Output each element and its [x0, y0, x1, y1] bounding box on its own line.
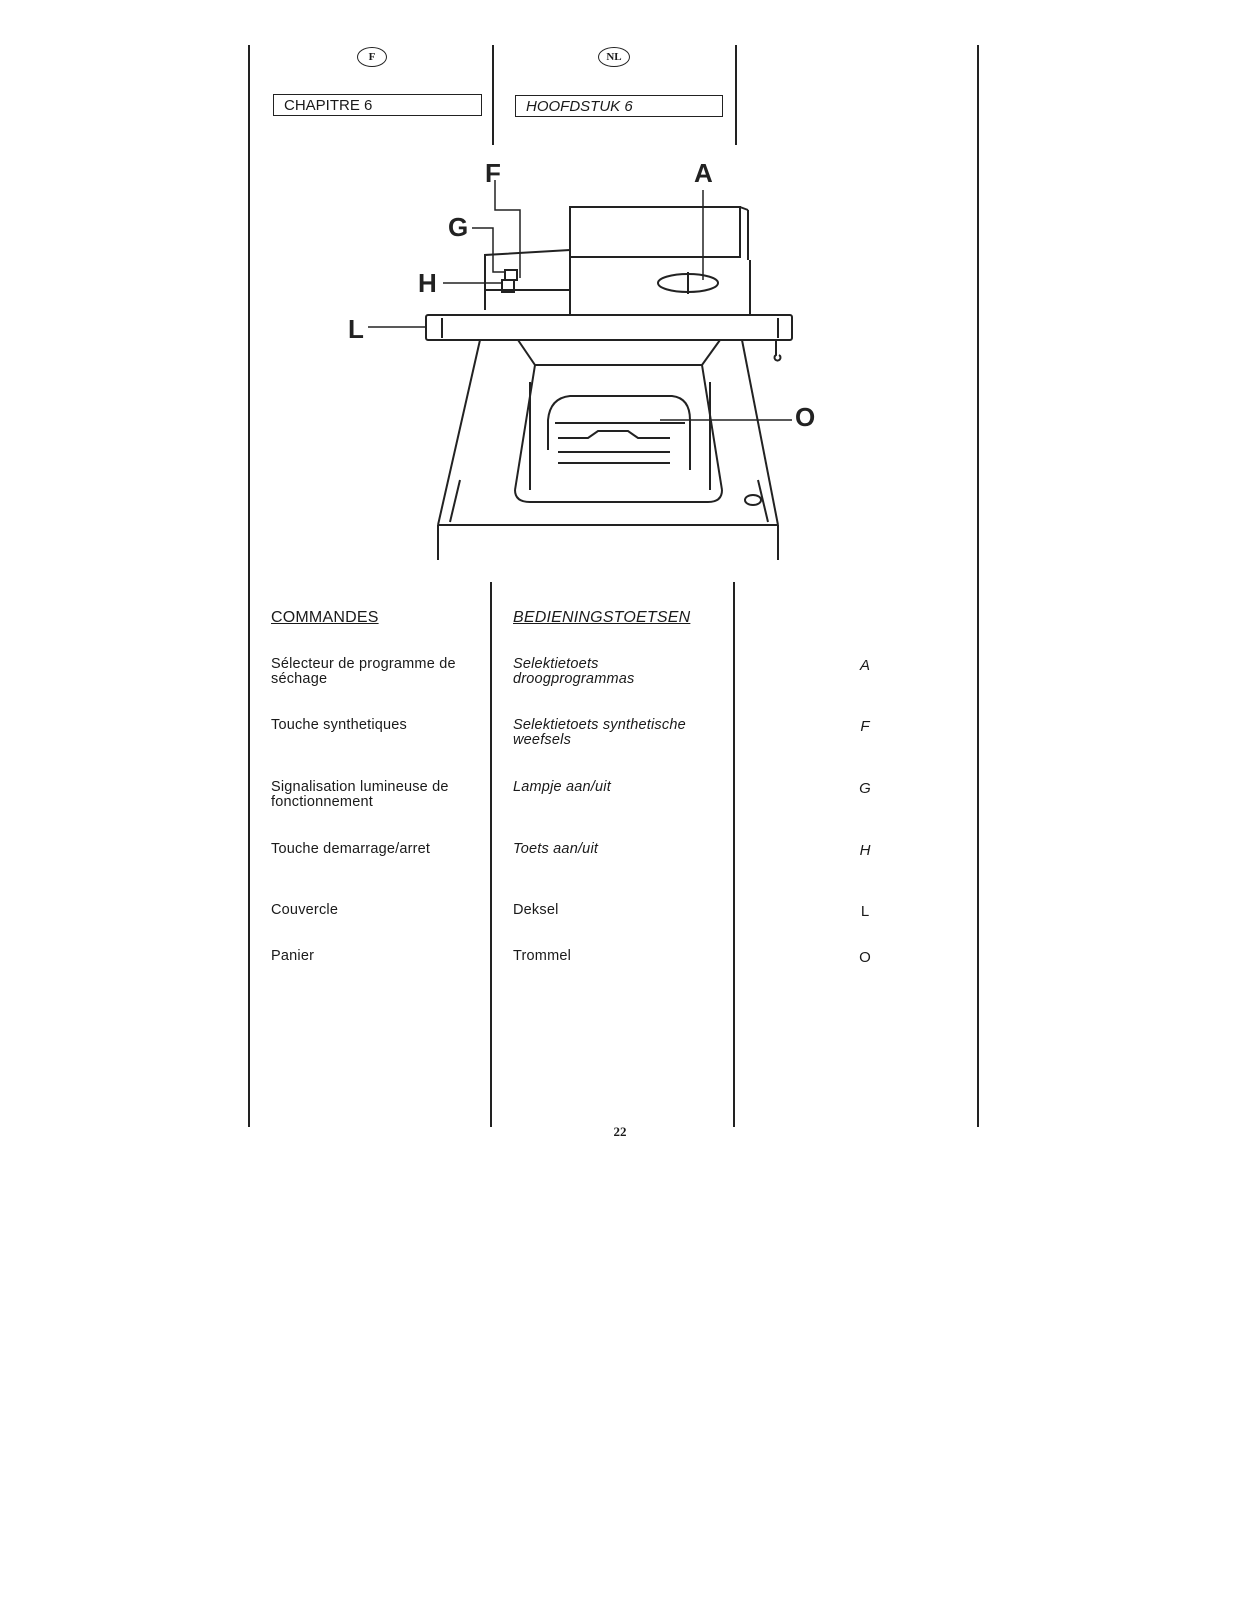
control-letter: L	[860, 903, 870, 920]
language-badge-nl: NL	[598, 47, 630, 67]
control-fr: Panier	[271, 948, 315, 964]
lid-bar	[426, 315, 792, 340]
diagram-label-l: L	[348, 314, 364, 344]
control-panel-top	[570, 207, 740, 257]
control-nl: Trommel	[513, 948, 572, 964]
diagram-label-h: H	[418, 268, 437, 298]
diagram-label-f: F	[485, 158, 501, 188]
control-letter: G	[859, 780, 871, 797]
control-nl: Deksel	[513, 902, 559, 918]
column-rule-right-top	[735, 45, 737, 145]
column-rule-right-bottom	[733, 582, 735, 1127]
column-rule-far-right	[977, 45, 979, 1127]
control-fr: Touche demarrage/arret	[271, 841, 431, 857]
control-letter: H	[859, 842, 871, 859]
diagram-label-o: O	[795, 402, 816, 432]
control-nl: Lampje aan/uit	[513, 779, 611, 795]
control-fr: Signalisation lumineuse de fonctionnement	[271, 779, 449, 810]
column-rule-left	[248, 45, 250, 1127]
control-fr: Sélecteur de programme de séchage	[271, 656, 456, 687]
column-rule-mid-top	[492, 45, 494, 145]
control-nl: Selektietoets synthetische weefsels	[513, 717, 686, 748]
control-letter: F	[860, 718, 870, 735]
control-nl: Toets aan/uit	[513, 841, 599, 857]
language-badge-fr: F	[357, 47, 387, 67]
section-heading-nl: BEDIENINGSTOETSEN	[513, 609, 691, 626]
control-fr: Couvercle	[271, 902, 339, 918]
diagram-label-g: G	[448, 212, 469, 242]
control-nl: Selektietoets droogprogrammas	[513, 656, 635, 687]
drum	[548, 396, 690, 470]
diagram-label-a: A	[694, 158, 713, 188]
control-letter: O	[859, 949, 871, 966]
section-heading-fr: COMMANDES	[271, 609, 379, 626]
chapter-title-nl: HOOFDSTUK 6	[515, 95, 723, 117]
control-fr: Touche synthetiques	[271, 717, 407, 733]
page-number: 22	[613, 1124, 627, 1139]
dryer-controls-diagram	[330, 150, 830, 575]
chapter-title-fr: CHAPITRE 6	[273, 94, 482, 116]
control-letter: A	[859, 657, 870, 674]
